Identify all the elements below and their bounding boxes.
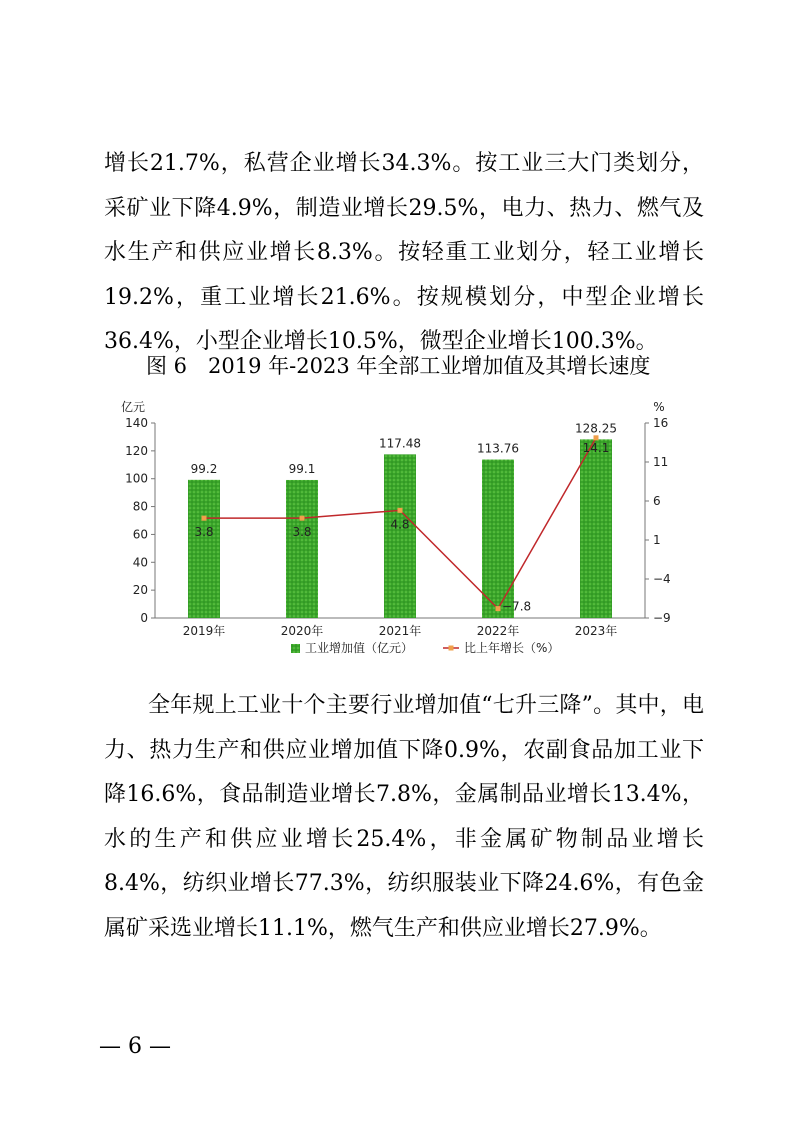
industry-value-chart	[105, 395, 685, 665]
legend-line-marker	[449, 646, 454, 651]
right-tick-label: 16	[653, 416, 669, 430]
left-tick-label: 60	[132, 527, 148, 542]
bar-value-label: 117.48	[379, 436, 421, 451]
right-tick-label: −4	[653, 572, 671, 586]
growth-marker	[398, 508, 403, 513]
bar-value-label: 113.76	[477, 441, 519, 456]
body-paragraph: 全年规上工业十个主要行业增加值“七升三降”。其中，电力、热力生产和供应业增加值下降0.9%，农副食品加工业下降16.6%，食品制造业增长7.8%，金属制品业增长13.4%，水的生产和供应业增长25.4%，非金属矿物制品业增长8.4%，纺织业增长77.3%，纺织服装业下降24.6%，有色金属矿采选业增长11.1%，燃气生产和供应业增长27.9%。	[104, 693, 704, 941]
right-tick-label: −9	[653, 611, 671, 625]
bar	[188, 480, 220, 618]
growth-marker	[594, 435, 599, 440]
bar	[384, 454, 416, 618]
right-tick-label: 6	[653, 494, 661, 508]
figure-caption: 图 6 2019 年-2023 年全部工业增加值及其增长速度	[146, 354, 651, 378]
growth-value-label: 14.1	[582, 440, 610, 455]
legend-bar-label: 工业增加值（亿元）	[305, 641, 414, 655]
left-tick-label: 80	[132, 499, 148, 514]
bar-value-label: 128.25	[575, 421, 617, 436]
left-tick-label: 100	[125, 471, 148, 486]
bar	[286, 480, 318, 618]
left-tick-label: 20	[132, 583, 148, 598]
left-axis-unit: 亿元	[120, 400, 146, 414]
x-tick-label: 2022年	[476, 624, 520, 638]
x-tick-label: 2020年	[280, 624, 324, 638]
x-tick-label: 2021年	[378, 624, 422, 638]
growth-value-label: 3.8	[292, 525, 312, 540]
growth-value-label: 3.8	[194, 525, 214, 540]
right-tick-label: 11	[653, 455, 669, 469]
bar-value-label: 99.1	[288, 461, 316, 476]
growth-value-label: 4.8	[390, 517, 410, 532]
legend-bar-swatch	[291, 644, 300, 653]
left-tick-label: 40	[132, 555, 148, 570]
x-tick-label: 2023年	[574, 624, 618, 638]
left-tick-label: 120	[125, 443, 148, 458]
bar	[580, 439, 612, 618]
x-tick-label: 2019年	[182, 624, 226, 638]
page-number: — 6 —	[99, 1034, 171, 1059]
right-axis-unit: %	[653, 400, 665, 414]
growth-marker	[496, 606, 501, 611]
growth-marker	[202, 516, 207, 521]
bar	[482, 460, 514, 618]
bar-value-label: 99.2	[190, 461, 218, 476]
left-tick-label: 0	[140, 611, 148, 625]
body-paragraph: 增长21.7%，私营企业增长34.3%。按工业三大门类划分，采矿业下降4.9%，制造业增长29.5%，电力、热力、燃气及水生产和供应业增长8.3%。按轻重工业划分，轻工业增长19.2%，重工业增长21.6%。按规模划分，中型企业增长36.4%，小型企业增长10.5%，微型企业增长100.3%。	[104, 151, 704, 354]
right-tick-label: 1	[653, 533, 661, 547]
legend-line-label: 比上年增长（%）	[464, 641, 560, 655]
growth-value-label: −7.8	[502, 599, 532, 614]
growth-marker	[300, 516, 305, 521]
left-tick-label: 140	[125, 416, 148, 430]
